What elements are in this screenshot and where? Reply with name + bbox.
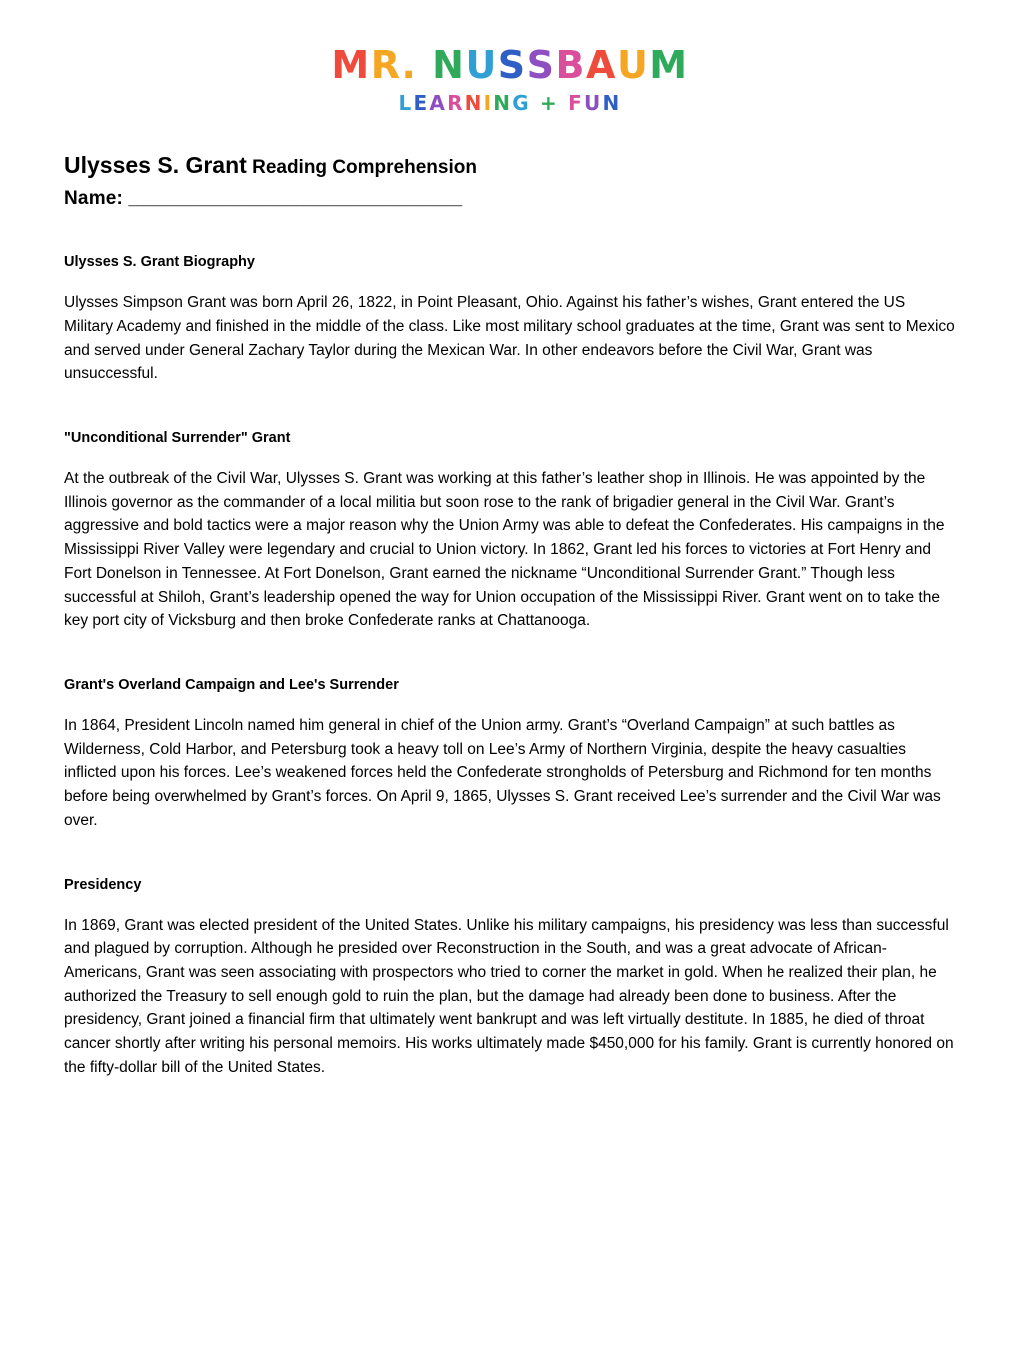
section-body-biography: Ulysses Simpson Grant was born April 26, 1822, in Point Pleasant, Ohio. Against his father’s wishes, Grant entered the US Military Academy and finished in the middle of the class. Like most military school graduates at the time, Grant was sent to Mexico and served under General Zachary Taylor during the Mexican War. In other endeavors before the Civil War, Grant was unsuccessful. [64,294,955,383]
logo-letter: + [540,91,559,115]
logo-letter: I [483,91,494,115]
logo-letter: R [370,43,402,87]
logo-letter: U [584,91,603,115]
logo-letter: . [401,43,418,87]
logo-letter: N [432,43,466,87]
logo-letter [559,93,568,113]
logo-letter: E [413,91,430,115]
document-page [0,43,1020,1366]
logo-tagline [0,93,1020,113]
section-body-overland-campaign: In 1864, President Lincoln named him general in chief of the Union army. Grant’s “Overland Campaign” at such battles as Wilderness, Cold Harbor, and Petersburg took a heavy toll on Lee’s Army of Northern Virginia, despite the heavy casualties inflicted upon his forces. Lee’s weakened forces held the Confederate strongholds of Petersburg and Richmond for ten months before being overwhelmed by Grant’s forces. On April 9, 1865, Ulysses S. Grant received Lee’s surrender and the Civil War was over. [64,716,941,829]
logo-letter: U [616,43,650,87]
site-logo [0,43,1020,115]
section-body-unconditional-surrender: At the outbreak of the Civil War, Ulysses S. Grant was working at this father’s leather shop in Illinois. He was appointed by the Illinois governor as the commander of a local militia but soon rose to the rank of brigadier general in the Civil War. Grant’s aggressive and bold tactics were a major reason why the Union Army was able to defeat the Confederates. His campaigns in the Mississippi River Valley were legendary and crucial to Union victory. In 1862, Grant led his forces to victories at Fort Henry and Fort Donelson in Tennessee. At Fort Donelson, Grant earned the nickname “Unconditional Surrender Grant.” Though less successful at Shiloh, Grant’s leadership opened the way for Union occupation of the Mississippi River. Grant went on to take the key port city of Vicksburg and then broke Confederate ranks at Chattanooga. [64,470,945,630]
logo-letter: L [398,91,414,115]
section-heading-overland-campaign: Grant's Overland Campaign and Lee's Surrender [64,676,399,693]
section-heading-biography: Ulysses S. Grant Biography [64,254,255,271]
logo-wordmark [0,43,1020,87]
page-title-main: Ulysses S. Grant [64,152,247,178]
logo-letter: M [649,43,689,87]
logo-letter [417,46,432,84]
logo-letter: S [526,43,556,87]
page-title-sub: Reading Comprehension [246,157,477,178]
logo-letter: A [586,43,617,87]
logo-letter: B [555,43,587,87]
section-heading-presidency: Presidency [64,876,142,893]
logo-letter: S [497,43,527,87]
document-content [64,151,956,1079]
logo-letter: G [512,91,531,115]
section-heading-unconditional-surrender: "Unconditional Surrender" Grant [64,430,291,447]
name-field-label: Name: _______________________________ [64,188,463,210]
page-title [64,151,956,180]
logo-letter: U [465,43,498,87]
logo-letter: N [464,91,484,115]
logo-letter: R [447,91,465,115]
logo-letter: N [493,91,513,115]
logo-letter: A [429,91,448,115]
logo-letter: M [331,43,371,87]
logo-letter: F [568,91,585,115]
logo-letter [531,93,540,113]
logo-letter: N [602,91,622,115]
section-body-presidency: In 1869, Grant was elected president of the United States. Unlike his military campaigns, his presidency was less than successful and plagued by corruption. Although he presided over Reconstruction in the South, and was a great advocate of African-Americans, Grant was seen associating with prospectors who tried to corner the market in gold. When he realized their plan, he authorized the Treasury to sell enough gold to ruin the plan, but the damage had already been done to business. After the presidency, Grant joined a financial firm that ultimately went bankrupt and was left virtually destitute. In 1885, he died of throat cancer shortly after writing his personal memoirs. His works ultimately made $450,000 for his family. Grant is currently honored on the fifty-dollar bill of the United States. [64,916,954,1076]
